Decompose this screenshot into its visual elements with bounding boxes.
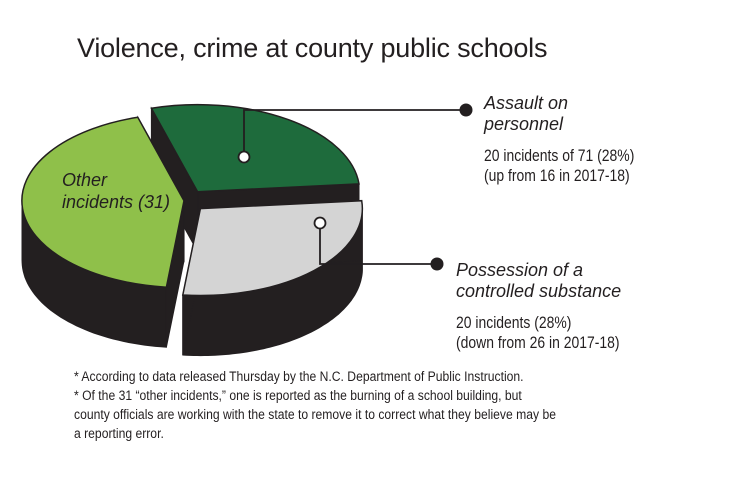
- possession-detail-line: (down from 26 in 2017-18): [456, 333, 620, 352]
- assault-title-line: personnel: [484, 114, 564, 134]
- assault-detail-line: (up from 16 in 2017-18): [484, 166, 630, 185]
- assault-title-line: Assault on: [484, 93, 569, 113]
- possession-callout-title: [456, 260, 621, 302]
- possession-detail-line: 20 incidents (28%): [456, 313, 572, 332]
- possession-callout-detail: [456, 313, 620, 353]
- callout-end-dot: [460, 104, 473, 117]
- chart-title: Violence, crime at county public schools: [77, 33, 548, 63]
- footnote-line: a reporting error.: [74, 426, 164, 441]
- footnote-line: * According to data released Thursday by the N.C. Department of Public Instruction.: [74, 369, 524, 384]
- other-incidents-label-line: incidents (31): [62, 192, 171, 212]
- footnote-line: county officials are working with the state to remove it to correct what they believe may be: [74, 407, 556, 422]
- possession-title-line: Possession of a: [456, 260, 584, 280]
- assault-callout-title: [484, 93, 568, 135]
- footnote-line: * Of the 31 “other incidents,” one is reported as the burning of a school building, but: [74, 388, 522, 403]
- callout-end-dot: [431, 258, 444, 271]
- other-incidents-label-line: Other: [62, 170, 108, 190]
- callout-anchor-dot: [315, 218, 326, 229]
- callout-anchor-dot: [239, 152, 250, 163]
- assault-detail-line: 20 incidents of 71 (28%): [484, 146, 635, 165]
- assault-callout-detail: [484, 146, 634, 186]
- possession-title-line: controlled substance: [456, 281, 622, 301]
